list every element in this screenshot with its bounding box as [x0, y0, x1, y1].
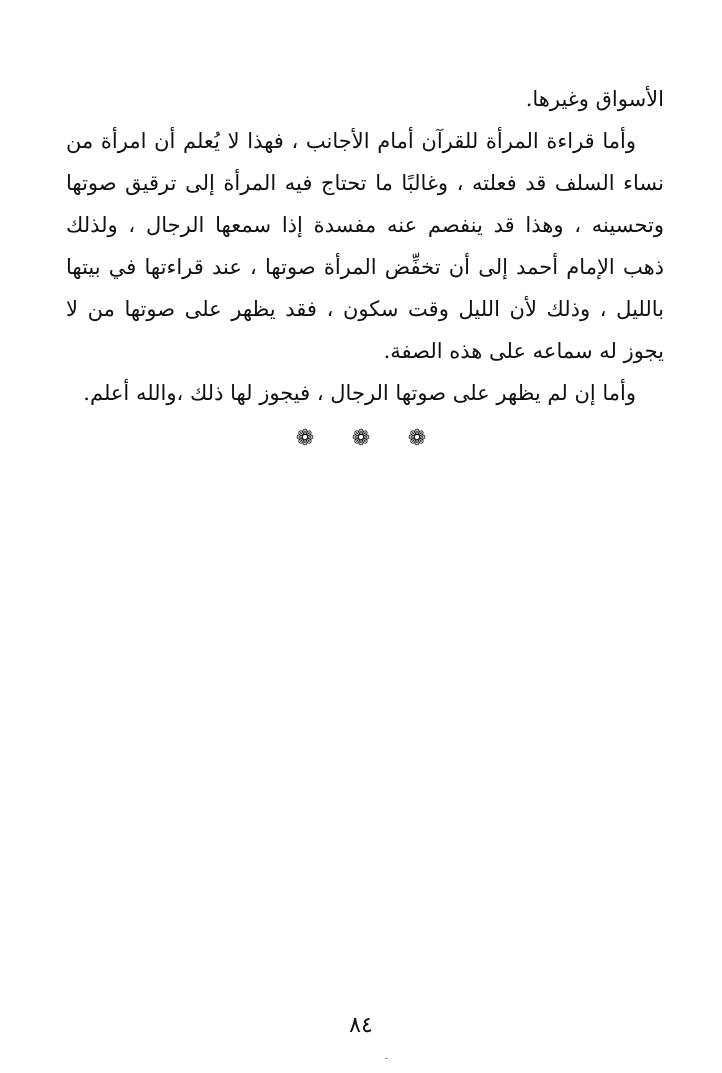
- flower-ornament-icon: ❁: [407, 426, 427, 451]
- section-divider-ornaments: [0, 426, 722, 452]
- body-text: [66, 78, 664, 414]
- flower-ornament-icon: ❁: [295, 426, 315, 451]
- paragraph-main: وأما قراءة المرأة للقرآن أمام الأجانب ، فهذا لا يُعلم أن امرأة من نساء السلف قد فعلته ، وغالبًا ما تحتاج فيه المرأة إلى ترقيق صوتها وتحسينه ، وهذا قد ينفصم عنه مفسدة إذا سمعها الرجال ، ولذلك ذهب الإمام أحمد إلى أن تخفِّض المرأة صوتها ، عند قراءتها في بيتها بالليل ، وذلك لأن الليل وقت سكون ، فقد يظهر على صوتها من لا يجوز له سماعه على هذه الصفة.: [66, 129, 664, 363]
- flower-ornament-icon: ❁: [351, 426, 371, 451]
- paragraph-closing: وأما إن لم يظهر على صوتها الرجال ، فيجوز لها ذلك ،والله أعلم.: [83, 381, 636, 405]
- page-number: ٨٤: [349, 1013, 373, 1038]
- paragraph-continuation: الأسواق وغيرها.: [525, 87, 664, 111]
- scan-speck: [385, 1058, 388, 1059]
